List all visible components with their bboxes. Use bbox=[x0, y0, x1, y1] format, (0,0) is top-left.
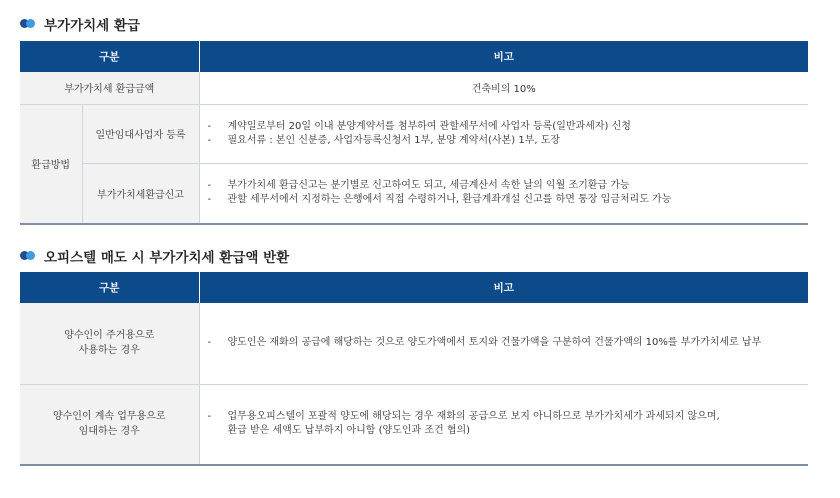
row-value bbox=[199, 384, 808, 465]
section-title bbox=[20, 14, 808, 34]
table-row bbox=[20, 303, 808, 384]
section-title-text: 부가가치세 환급 bbox=[44, 18, 140, 34]
section-vat-return bbox=[20, 246, 808, 466]
header-remarks: 비고 bbox=[199, 272, 808, 303]
section-vat-refund bbox=[20, 14, 808, 225]
header-remarks: 비고 bbox=[199, 41, 808, 72]
bullet-item: - 필요서류 : 본인 신분증, 사업자등록신청서 1부, 분양 계약서(사본) 1부, 도장 bbox=[207, 134, 561, 146]
bullet-dots-icon bbox=[20, 18, 38, 30]
row-value: 건축비의 10% bbox=[199, 72, 808, 104]
row-label: 양수인이 주거용으로 사용하는 경우 bbox=[20, 303, 199, 384]
bullet-item: - 양도인은 재화의 공급에 해당하는 것으로 양도가액에서 토지와 건물가액을 구분하여 건물가액의 10%를 부가가치세로 납부 bbox=[207, 337, 762, 349]
bullet-item: - 계약일로부터 20일 이내 분양계약서를 첨부하여 관할세무서에 사업자 등록(일반과세자) 신청 bbox=[207, 120, 631, 132]
row-value bbox=[199, 104, 808, 163]
bullet-item: - 관할 세무서에서 지정하는 은행에서 직접 수령하거나, 환급계좌개설 신고를 하면 통장 입금처리도 가능 bbox=[207, 194, 672, 206]
bullet-continuation: 환급 받은 세액도 납부하지 아니함 (양도인과 조건 협의) bbox=[227, 425, 471, 437]
header-category: 구분 bbox=[20, 41, 199, 72]
table-row bbox=[20, 163, 808, 224]
bullet-dots-icon bbox=[20, 250, 38, 262]
table-row bbox=[20, 104, 808, 163]
vat-return-table bbox=[20, 272, 808, 466]
row-label: 일반임대사업자 등록 bbox=[82, 104, 199, 163]
vat-refund-table bbox=[20, 41, 808, 225]
row-label: 부가가치세환급신고 bbox=[82, 163, 199, 224]
row-label: 부가가치세 환급금액 bbox=[20, 72, 199, 104]
group-label: 환급방법 bbox=[20, 104, 82, 224]
section-title bbox=[20, 246, 808, 266]
table-row bbox=[20, 72, 808, 104]
table-row bbox=[20, 384, 808, 465]
bullet-item: - 부가가치세 환급신고는 분기별로 신고하여도 되고, 세금계산서 속한 날의 익월 조기환급 가능 bbox=[207, 180, 630, 192]
row-value bbox=[199, 163, 808, 224]
row-value bbox=[199, 303, 808, 384]
section-title-text: 오피스텔 매도 시 부가가치세 환급액 반환 bbox=[44, 250, 290, 266]
header-category: 구분 bbox=[20, 272, 199, 303]
bullet-item: - 업무용오피스텔이 포괄적 양도에 해당되는 경우 재화의 공급으로 보지 아니하므로 부가가치세가 과세되지 않으며, bbox=[207, 411, 720, 423]
row-label: 양수인이 계속 업무용으로 임대하는 경우 bbox=[20, 384, 199, 465]
